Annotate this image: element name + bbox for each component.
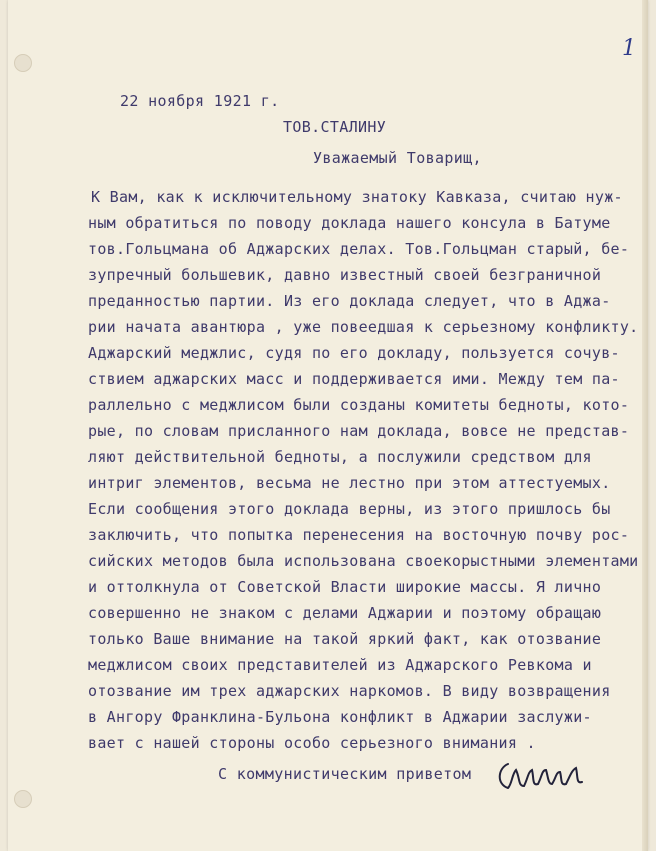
handwritten-signature	[494, 748, 594, 802]
body-line: и оттолкнула от Советской Власти широкие массы. Я лично	[88, 578, 602, 596]
body-line: сийских методов была использована своекорыстными элементами	[88, 552, 639, 570]
letter-addressee: ТОВ.СТАЛИНУ	[283, 118, 387, 136]
letter-date: 22 ноября 1921 г.	[120, 92, 280, 110]
document-page	[8, 0, 648, 851]
body-line: раллельно с меджлисом были созданы комитеты бедноты, кото-	[88, 396, 630, 414]
page-edge-shadow	[642, 0, 648, 851]
punch-hole	[14, 790, 32, 808]
body-line: отозвание им трех аджарских наркомов. В виду возвращения	[88, 682, 611, 700]
body-line: Если сообщения этого доклада верны, из этого пришлось бы	[88, 500, 611, 518]
body-line: К Вам, как к исключительному знатоку Кавказа, считаю нуж-	[91, 188, 623, 206]
letter-salutation: Уважаемый Товарищ,	[313, 149, 482, 167]
body-line: вает с нашей стороны особо серьезного внимания .	[88, 734, 536, 752]
letter-closing: С коммунистическим приветом	[218, 765, 472, 783]
body-line: ным обратиться по поводу доклада нашего консула в Батуме	[88, 214, 611, 232]
body-line: заключить, что попытка перенесения на восточную почву рос-	[88, 526, 630, 544]
body-line: интриг элементов, весьма не лестно при этом аттестуемых.	[88, 474, 611, 492]
page-number: 1	[622, 36, 636, 61]
body-line: только Ваше внимание на такой яркий факт, как отозвание	[88, 630, 602, 648]
body-line: зупречный большевик, давно известный своей безграничной	[88, 266, 602, 284]
punch-hole	[14, 54, 32, 72]
body-line: ляют действительной бедноты, а послужили средством для	[88, 448, 592, 466]
body-line: Аджарский меджлис, судя по его докладу, пользуется сочув-	[88, 344, 620, 362]
body-line: преданностью партии. Из его доклада следует, что в Аджа-	[88, 292, 611, 310]
body-line: совершенно не знаком с делами Аджарии и поэтому обращаю	[88, 604, 602, 622]
body-line: рые, по словам присланного нам доклада, вовсе не представ-	[88, 422, 630, 440]
body-line: меджлисом своих представителей из Аджарского Ревкома и	[88, 656, 592, 674]
body-line: тов.Гольцмана об Аджарских делах. Тов.Гольцман старый, бе-	[88, 240, 630, 258]
body-line: ствием аджарских масс и поддерживается ими. Между тем па-	[88, 370, 620, 388]
body-line: в Ангору Франклина-Бульона конфликт в Аджарии заслужи-	[88, 708, 592, 726]
body-line: рии начата авантюра , уже повеедшая к серьезному конфликту.	[88, 318, 639, 336]
